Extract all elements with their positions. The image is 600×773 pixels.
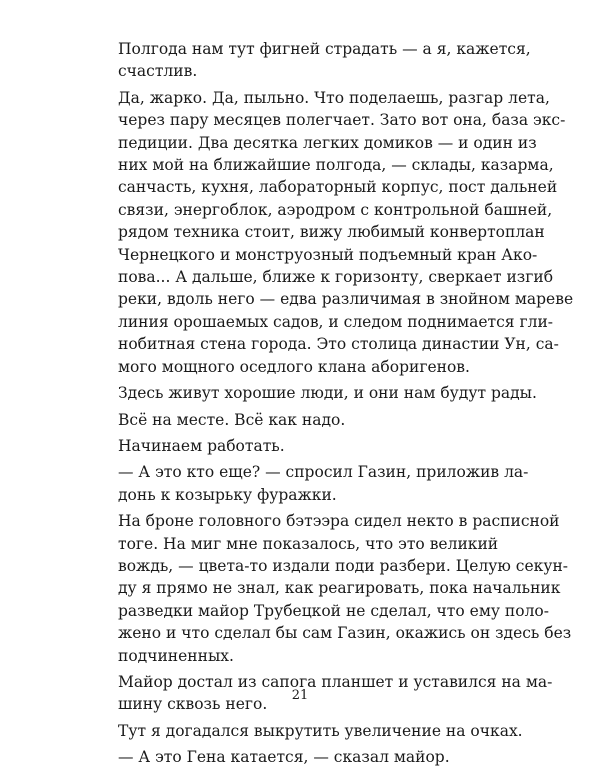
text-line: Здесь живут хорошие люди, и они нам будут рады. [118,384,537,403]
body-text [118,38,574,773]
text-line: — А это кто еще? — спросил Газин, приложив ла- [118,463,529,482]
text-line: через пару месяцев полегчает. Зато вот она, база экс- [118,111,566,130]
text-line: Чернецкого и монструозный подъемный кран Ако- [118,245,538,264]
text-line: ду я прямо не знал, как реагировать, пока начальник [118,579,561,598]
paragraph [118,409,484,431]
text-line: линия орошаемых садов, и следом поднимается гли- [118,312,554,331]
text-line: рядом техника стоит, вижу любимый конвертоплан [118,223,545,242]
text-line: Начинаем работать. [118,436,285,455]
text-line: санчасть, кухня, лабораторный корпус, пост дальней [118,178,558,197]
page-number: 21 [291,688,309,703]
text-line: донь к козырьку фуражки. [118,485,337,504]
text-line: связи, энергоблок, аэродром с контрольной башней, [118,200,553,219]
text-line: пова... А дальше, ближе к горизонту, сверкает изгиб [118,268,554,287]
text-line: тоге. На миг мне показалось, что это великий [118,534,499,553]
paragraph [118,435,484,457]
text-line: На броне головного бэтээра сидел некто в расписной [118,512,560,531]
text-line: реки, вдоль него — едва различимая в знойном мареве [118,290,574,309]
text-line: вождь, — цвета-то издали поди разбери. Целую секун- [118,556,569,575]
text-line: — А это Гена катается, — сказал майор. [118,748,450,767]
text-line: Да, жарко. Да, пыльно. Что поделаешь, разгар лета, [118,88,550,107]
text-line: мого мощного оседлого клана аборигенов. [118,357,470,376]
text-line: нобитная стена города. Это столица династии Ун, са- [118,335,559,354]
paragraph [118,87,574,378]
text-line: шину сквозь него. [118,695,268,714]
paragraph [118,720,523,742]
paragraph [118,461,529,506]
text-line: разведки майор Трубецкой не сделал, что ему поло- [118,601,549,620]
text-line: педиции. Два десятка легких домиков — и один из [118,133,537,152]
text-line: жено и что сделал бы сам Газин, окажись он здесь без [118,624,572,643]
paragraph [118,38,531,83]
text-line: Всё на месте. Всё как надо. [118,410,346,429]
text-line: Майор достал из сапога планшет и уставился на ма- [118,672,553,691]
paragraph [118,382,537,404]
text-line: Тут я догадался выкрутить увеличение на очках. [118,721,523,740]
text-line: счастлив. [118,62,198,81]
paragraph [118,510,572,667]
text-line: подчиненных. [118,646,234,665]
text-line: них мой на ближайшие полгода, — склады, казарма, [118,156,554,175]
text-line: Полгода нам тут фигней страдать — а я, кажется, [118,40,531,58]
